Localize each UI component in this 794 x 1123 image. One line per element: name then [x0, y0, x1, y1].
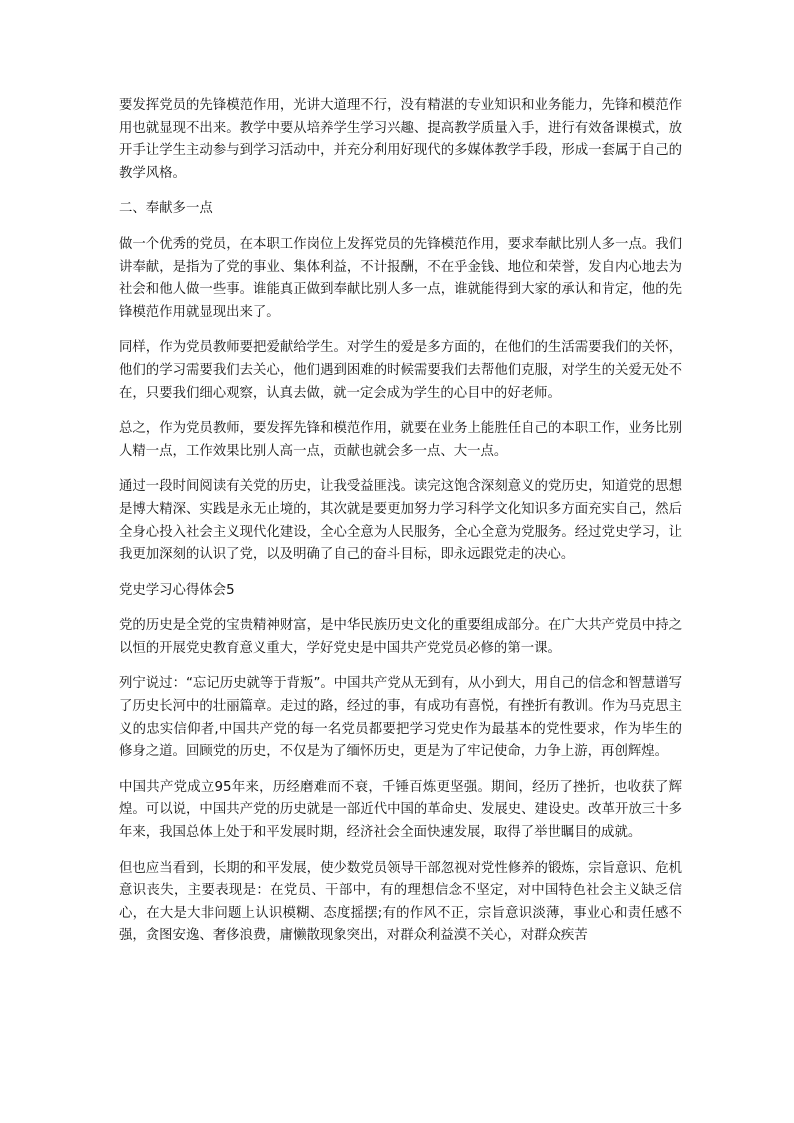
- paragraph: 要发挥党员的先锋模范作用，光讲大道理不行，没有精湛的专业知识和业务能力，先锋和模范作用也就显现不出来。教学中要从培养学生学习兴趣、提高教学质量入手，进行有效备课模式，放开手让学生主动参与到学习活动中，并充分利用好现代的多媒体教学手段，形成一套属于自己的教学风格。: [119, 98, 682, 181]
- section-heading: 二、奉献多一点: [119, 201, 213, 217]
- article-heading: 党史学习心得体会5: [119, 582, 235, 598]
- paragraph: 总之，作为党员教师，要发挥先锋和模范作用，就要在业务上能胜任自己的本职工作，业务比别人精一点，工作效果比别人高一点，贡献也就会多一点、大一点。: [119, 421, 682, 459]
- paragraph: 中国共产党成立95年来，历经磨难而不衰，千锤百炼更坚强。期间，经历了挫折，也收获了辉煌。可以说，中国共产党的历史就是一部近代中国的革命史、发展史、建设史。改革开放三十多年来，我国总体上处于和平发展时期，经济社会全面快速发展，取得了举世瞩目的成就。: [119, 779, 682, 841]
- paragraph: 同样，作为党员教师要把爱献给学生。对学生的爱是多方面的，在他们的生活需要我们的关怀，他们的学习需要我们去关心，他们遇到困难的时候需要我们去帮他们克服，对学生的关爱无处不在，只要我们细心观察，认真去做，就一定会成为学生的心目中的好老师。: [119, 340, 682, 401]
- paragraph: 通过一段时间阅读有关党的历史，让我受益匪浅。读完这饱含深刻意义的党历史，知道党的思想是博大精深、实践是永无止境的，其次就是要更加努力学习科学文化知识多方面充实自己，然后全身心投入社会主义现代化建设，全心全意为人民服务，全心全意为党服务。经过党史学习，让我更加深刻的认识了党，以及明确了自己的奋斗目标，即永远跟党走的决心。: [119, 479, 682, 563]
- paragraph: 但也应当看到，长期的和平发展，使少数党员领导干部忽视对党性修养的锻炼，宗旨意识、危机意识丧失，主要表现是：在党员、干部中，有的理想信念不坚定，对中国特色社会主义缺乏信心，在大是大非问题上认识模糊、态度摇摆;有的作风不正，宗旨意识淡薄，事业心和责任感不强，贪图安逸、奢侈浪费，庸懒散现象突出，对群众利益漠不关心，对群众疾苦: [119, 860, 682, 944]
- paragraph: 列宁说过：“忘记历史就等于背叛”。中国共产党从无到有，从小到大，用自己的信念和智慧谱写了历史长河中的壮丽篇章。走过的路，经过的事，有成功有喜悦，有挫折有教训。作为马克思主义的忠实信仰者,中国共产党的每一名党员都要把学习党史作为最基本的党性要求，作为毕生的修身之道。回顾党的历史，不仅是为了缅怀历史，更是为了牢记使命，力争上游，再创辉煌。: [119, 676, 682, 760]
- document-body: [119, 95, 682, 961]
- paragraph: 党的历史是全党的宝贵精神财富，是中华民族历史文化的重要组成部分。在广大共产党员中持之以恒的开展党史教育意义重大，学好党史是中国共产党党员必修的第一课。: [119, 618, 682, 656]
- paragraph: 做一个优秀的党员，在本职工作岗位上发挥党员的先锋模范作用，要求奉献比别人多一点。我们讲奉献，是指为了党的事业、集体利益，不计报酬，不在乎金钱、地位和荣誉，发自内心地去为社会和他人做一些事。谁能真正做到奉献比别人多一点，谁就能得到大家的承认和肯定，他的先锋模范作用就显现出来了。: [119, 236, 682, 320]
